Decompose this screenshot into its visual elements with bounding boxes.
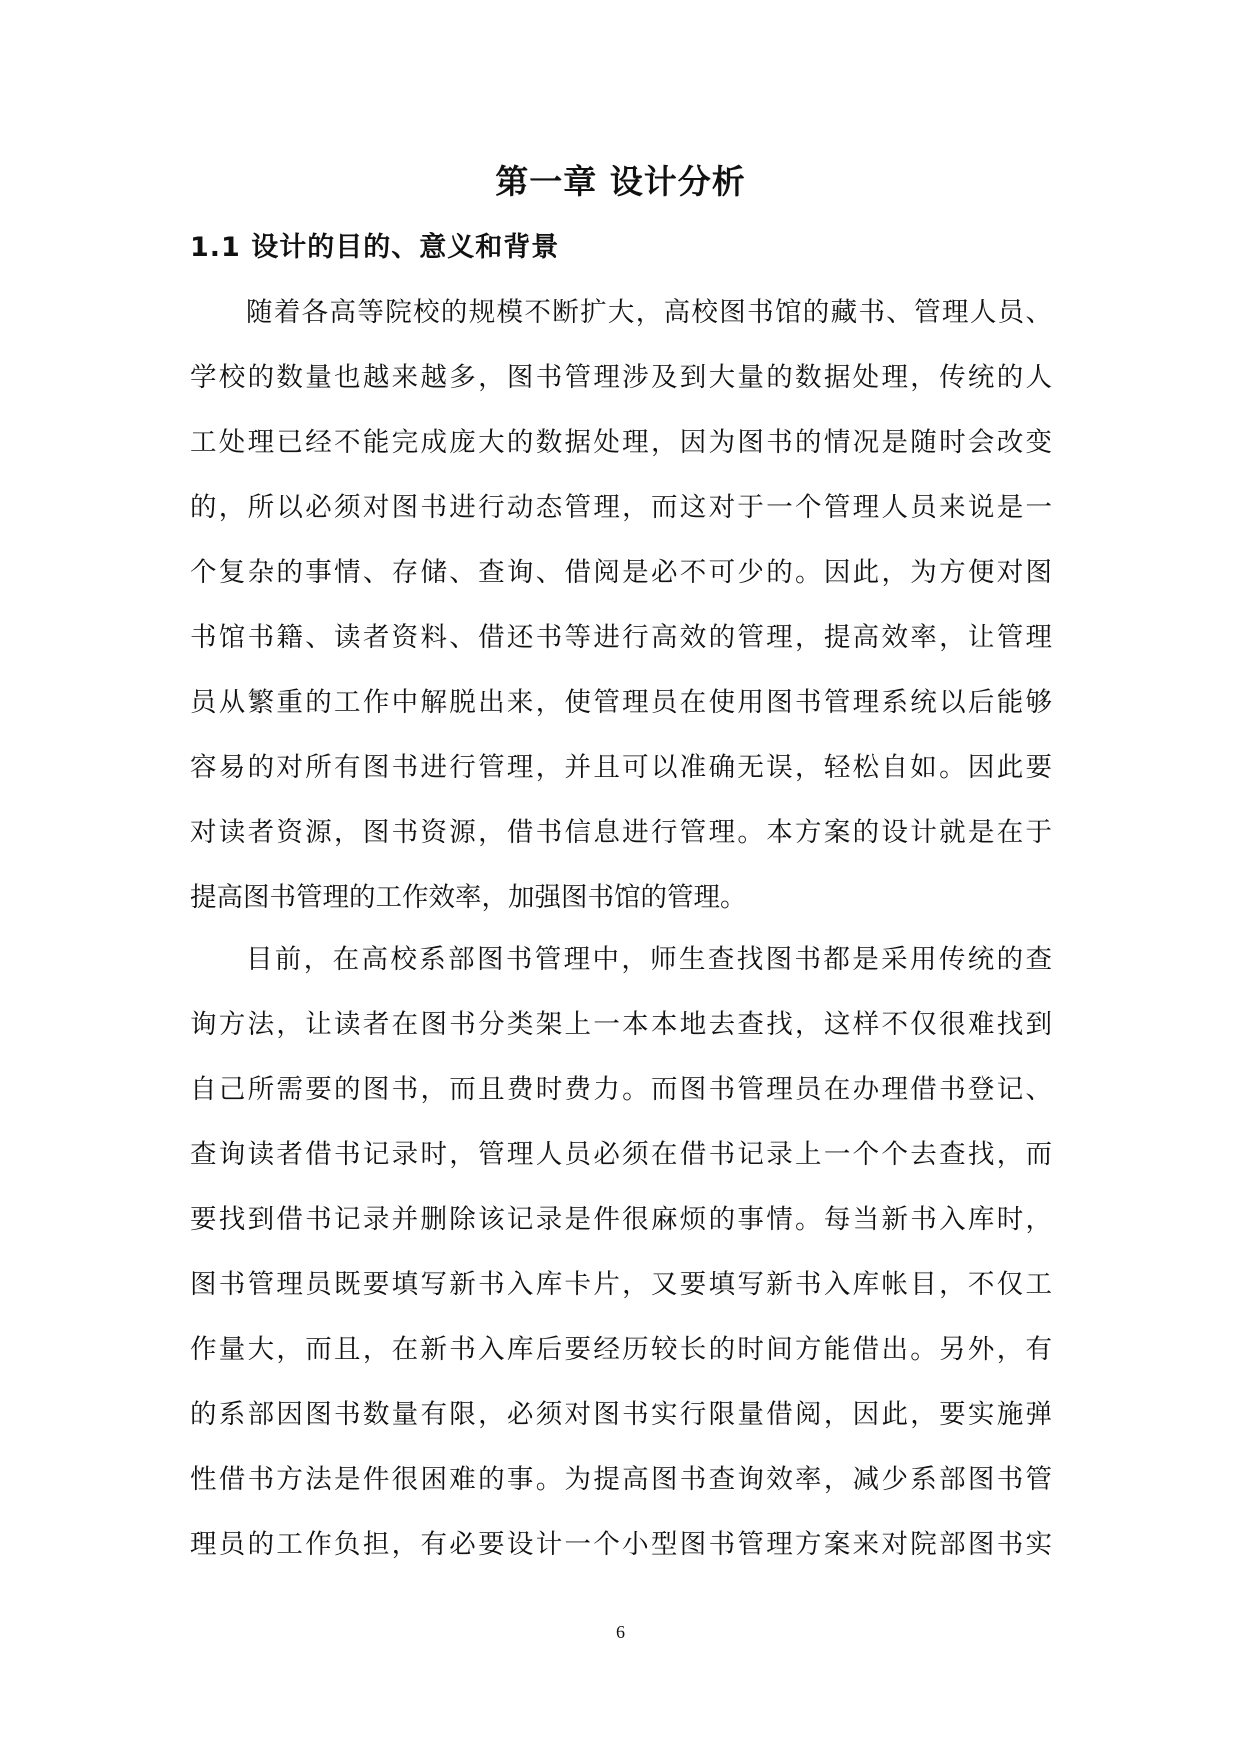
text-line: 的系部因图书数量有限，必须对图书实行限量借阅，因此，要实施弹 [190, 1399, 1052, 1430]
section-heading: 1.1 设计的目的、意义和背景 [190, 232, 560, 263]
chapter-title: 第一章 设计分析 [495, 162, 746, 201]
text-line: 随着各高等院校的规模不断扩大，高校图书馆的藏书、管理人员、 [246, 297, 1052, 328]
text-line: 理员的工作负担，有必要设计一个小型图书管理方案来对院部图书实 [190, 1529, 1052, 1560]
text-line: 查询读者借书记录时，管理人员必须在借书记录上一个个去查找，而 [190, 1139, 1052, 1170]
text-line: 学校的数量也越来越多，图书管理涉及到大量的数据处理，传统的人 [190, 362, 1052, 393]
text-line: 对读者资源，图书资源，借书信息进行管理。本方案的设计就是在于 [190, 817, 1052, 848]
text-line: 提高图书管理的工作效率，加强图书馆的管理。 [190, 882, 747, 913]
paragraph-current-situation [190, 938, 1052, 1588]
text-line: 的，所以必须对图书进行动态管理，而这对于一个管理人员来说是一 [190, 492, 1052, 523]
paragraph-background [190, 291, 1052, 941]
page-number: 6 [616, 1622, 625, 1642]
text-line: 要找到借书记录并删除该记录是件很麻烦的事情。每当新书入库时， [190, 1204, 1052, 1235]
text-line: 作量大，而且，在新书入库后要经历较长的时间方能借出。另外，有 [190, 1334, 1052, 1365]
text-line: 目前，在高校系部图书管理中，师生查找图书都是采用传统的查 [246, 944, 1052, 975]
text-line: 性借书方法是件很困难的事。为提高图书查询效率，减少系部图书管 [190, 1464, 1052, 1495]
text-line: 询方法，让读者在图书分类架上一本本地去查找，这样不仅很难找到 [190, 1009, 1052, 1040]
text-line: 书馆书籍、读者资料、借还书等进行高效的管理，提高效率，让管理 [190, 622, 1052, 653]
text-line: 个复杂的事情、存储、查询、借阅是必不可少的。因此，为方便对图 [190, 557, 1052, 588]
text-line: 工处理已经不能完成庞大的数据处理，因为图书的情况是随时会改变 [190, 427, 1052, 458]
text-line: 自己所需要的图书，而且费时费力。而图书管理员在办理借书登记、 [190, 1074, 1052, 1105]
text-line: 容易的对所有图书进行管理，并且可以准确无误，轻松自如。因此要 [190, 752, 1052, 783]
text-line: 图书管理员既要填写新书入库卡片，又要填写新书入库帐目，不仅工 [190, 1269, 1052, 1300]
text-line: 员从繁重的工作中解脱出来，使管理员在使用图书管理系统以后能够 [190, 687, 1052, 718]
